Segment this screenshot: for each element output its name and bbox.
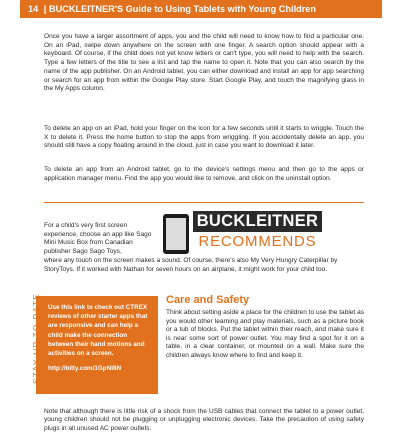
- care-safety-text: Think about setting aside a place for the children to use the tablet as you would other learning and play materials, such as a picture book or a tub of blocks. Put the tablet within their reach, and make sure it is near some sort of power outlet. You may find a spot for it on a table, in a clear container, or mounted on a wall. Make sure the children always know where to find and keep it.: [166, 309, 364, 359]
- logo-recommends: RECOMMENDS: [198, 233, 317, 250]
- paragraph-delete-android: To delete an app from an Android tablet, go to the device's settings menu and then go to the apps or application manager menu. Find the app you would like to remove, and click on the uninstall option.: [44, 166, 364, 182]
- tablet-icon: [163, 214, 189, 254]
- ctrex-link[interactable]: http://bitly.com/1GpNI8N: [48, 365, 121, 373]
- paragraph-delete-ipad: To delete an app on an iPad, hold your finger on the icon for a few seconds until it starts to wriggle. Touch the X to delete it. Press the home button to stop the apps from wriggling. If you accidentally delete an app, you should still have a copy floating around in the cloud, just in case you want to download it later.: [44, 125, 364, 150]
- header-divider: |: [43, 4, 47, 14]
- page-number: 14: [28, 4, 39, 14]
- recommend-text-wide: where any touch on the screen makes a sound. Of course, there's also My Very Hungry Caterpillar by StoryToys. If it worked with Nathan for seven hours on an airplane, it might work for your child too.: [44, 257, 338, 273]
- stay-up-to-date-box: [36, 296, 158, 394]
- safety-note: Note that although there is little risk of a shock from the USB cables that connect the tablet to a power outlet, young children should not be plugging or unplugging electronic devices. Take the precaution of using safety plugs in all unused AC power outlets.: [44, 408, 364, 432]
- stay-up-to-date-label: STAY UP TO DATE: [31, 292, 41, 384]
- section-divider: [44, 202, 364, 203]
- paragraph-finding-apps: Once you have a larger assortment of apps, you and the child will need to know how to find a particular one. On an iPad, swipe down anywhere on the screen with one finger. A search option should appear with a keyboard. Of course, if the child does not yet know letters or can't type, you will need to help with the search. Type a few letters of the title to see a list and tap the name to open it. Note that you can also search by the name of the app publisher. On an Android tablet, you can either download and install an app for app searching or search for an app from within the Google Play store. Start Google Play, and touch the magnifying glass in the My Apps column.: [44, 33, 364, 93]
- running-header: [20, 0, 382, 18]
- book-title: BUCKLEITNER'S Guide to Using Tablets with Young Children: [48, 4, 317, 14]
- sidebar-tip: Use this link to check out CTREX reviews of other starter apps that are responsive and can help a child make the connection between their hand motions and activities on a screen.: [48, 304, 148, 358]
- recommend-text-narrow: For a child's very first screen experience, choose an app like Sago Mini Music Box from Canadian publisher Sago Sago Toys,: [44, 222, 152, 255]
- care-safety-heading: Care and Safety: [166, 294, 250, 306]
- logo-buckleitner: BUCKLEITNER: [193, 211, 322, 232]
